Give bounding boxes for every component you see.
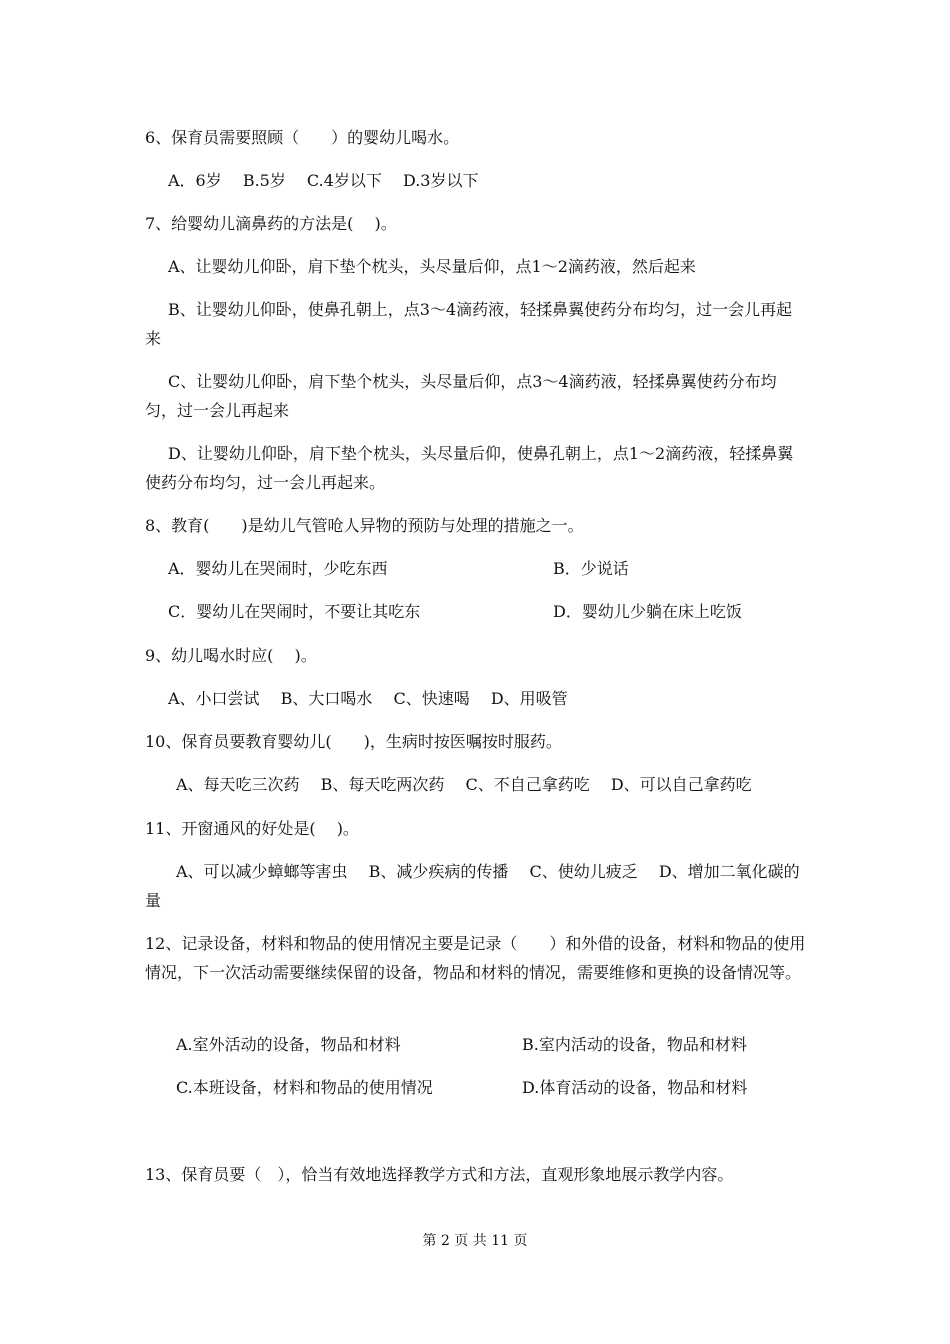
question-6-stem: 6、保育员需要照顾（ ）的婴幼儿喝水。 (145, 128, 460, 147)
question-11-stem: 11、开窗通风的好处是( )。 (145, 819, 359, 838)
question-7-option-a: A、让婴幼儿仰卧，肩下垫个枕头，头尽量后仰，点1～2滴药液，然后起来 (168, 257, 696, 276)
question-13-stem: 13、保育员要（ ），恰当有效地选择教学方式和方法，直观形象地展示教学内容。 (145, 1165, 734, 1184)
question-12-option-a: A.室外活动的设备，物品和材料 (176, 1035, 401, 1054)
question-10-options: A、每天吃三次药 B、每天吃两次药 C、不自己拿药吃 D、可以自己拿药吃 (176, 775, 752, 794)
question-12-option-b: B.室内活动的设备，物品和材料 (522, 1035, 747, 1054)
question-8-stem: 8、教育( )是幼儿气管呛人异物的预防与处理的措施之一。 (145, 516, 584, 535)
question-6-options: A．6岁 B.5岁 C.4岁以下 D.3岁以下 (168, 171, 479, 190)
question-9-stem: 9、幼儿喝水时应( )。 (145, 646, 317, 665)
question-8-option-d: D．婴幼儿少躺在床上吃饭 (553, 602, 742, 621)
question-10-stem: 10、保育员要教育婴幼儿( )，生病时按医嘱按时服药。 (145, 732, 562, 751)
question-7-option-c: C、让婴幼儿仰卧，肩下垫个枕头，头尽量后仰，点3～4滴药液，轻揉鼻翼使药分布均匀，过一会儿再起来 (145, 372, 777, 420)
question-9-options: A、小口尝试 B、大口喝水 C、快速喝 D、用吸管 (168, 689, 568, 708)
question-7-stem: 7、给婴幼儿滴鼻药的方法是( )。 (145, 214, 397, 233)
question-8-option-c: C．婴幼儿在哭闹时，不要让其吃东 (168, 602, 421, 621)
page-footer: 第 2 页 共 11 页 (422, 1233, 528, 1249)
question-7-option-d: D、让婴幼儿仰卧，肩下垫个枕头，头尽量后仰，使鼻孔朝上，点1～2滴药液，轻揉鼻翼使药分布均匀，过一会儿再起来。 (145, 444, 794, 492)
question-12-stem: 12、记录设备，材料和物品的使用情况主要是记录（ ）和外借的设备，材料和物品的使用情况，下一次活动需要继续保留的设备，物品和材料的情况，需要维修和更换的设备情况等。 (145, 934, 806, 982)
question-8-option-b: B．少说话 (553, 559, 629, 578)
question-11-options: A、可以减少蟑螂等害虫 B、减少疾病的传播 C、使幼儿疲乏 D、增加二氧化碳的量 (145, 862, 800, 910)
question-8-option-a: A．婴幼儿在哭闹时，少吃东西 (168, 559, 388, 578)
question-12-option-d: D.体育活动的设备，物品和材料 (522, 1078, 748, 1097)
question-7-option-b: B、让婴幼儿仰卧，使鼻孔朝上，点3～4滴药液，轻揉鼻翼使药分布均匀，过一会儿再起来 (145, 300, 793, 348)
question-12-option-c: C.本班设备，材料和物品的使用情况 (176, 1078, 433, 1097)
